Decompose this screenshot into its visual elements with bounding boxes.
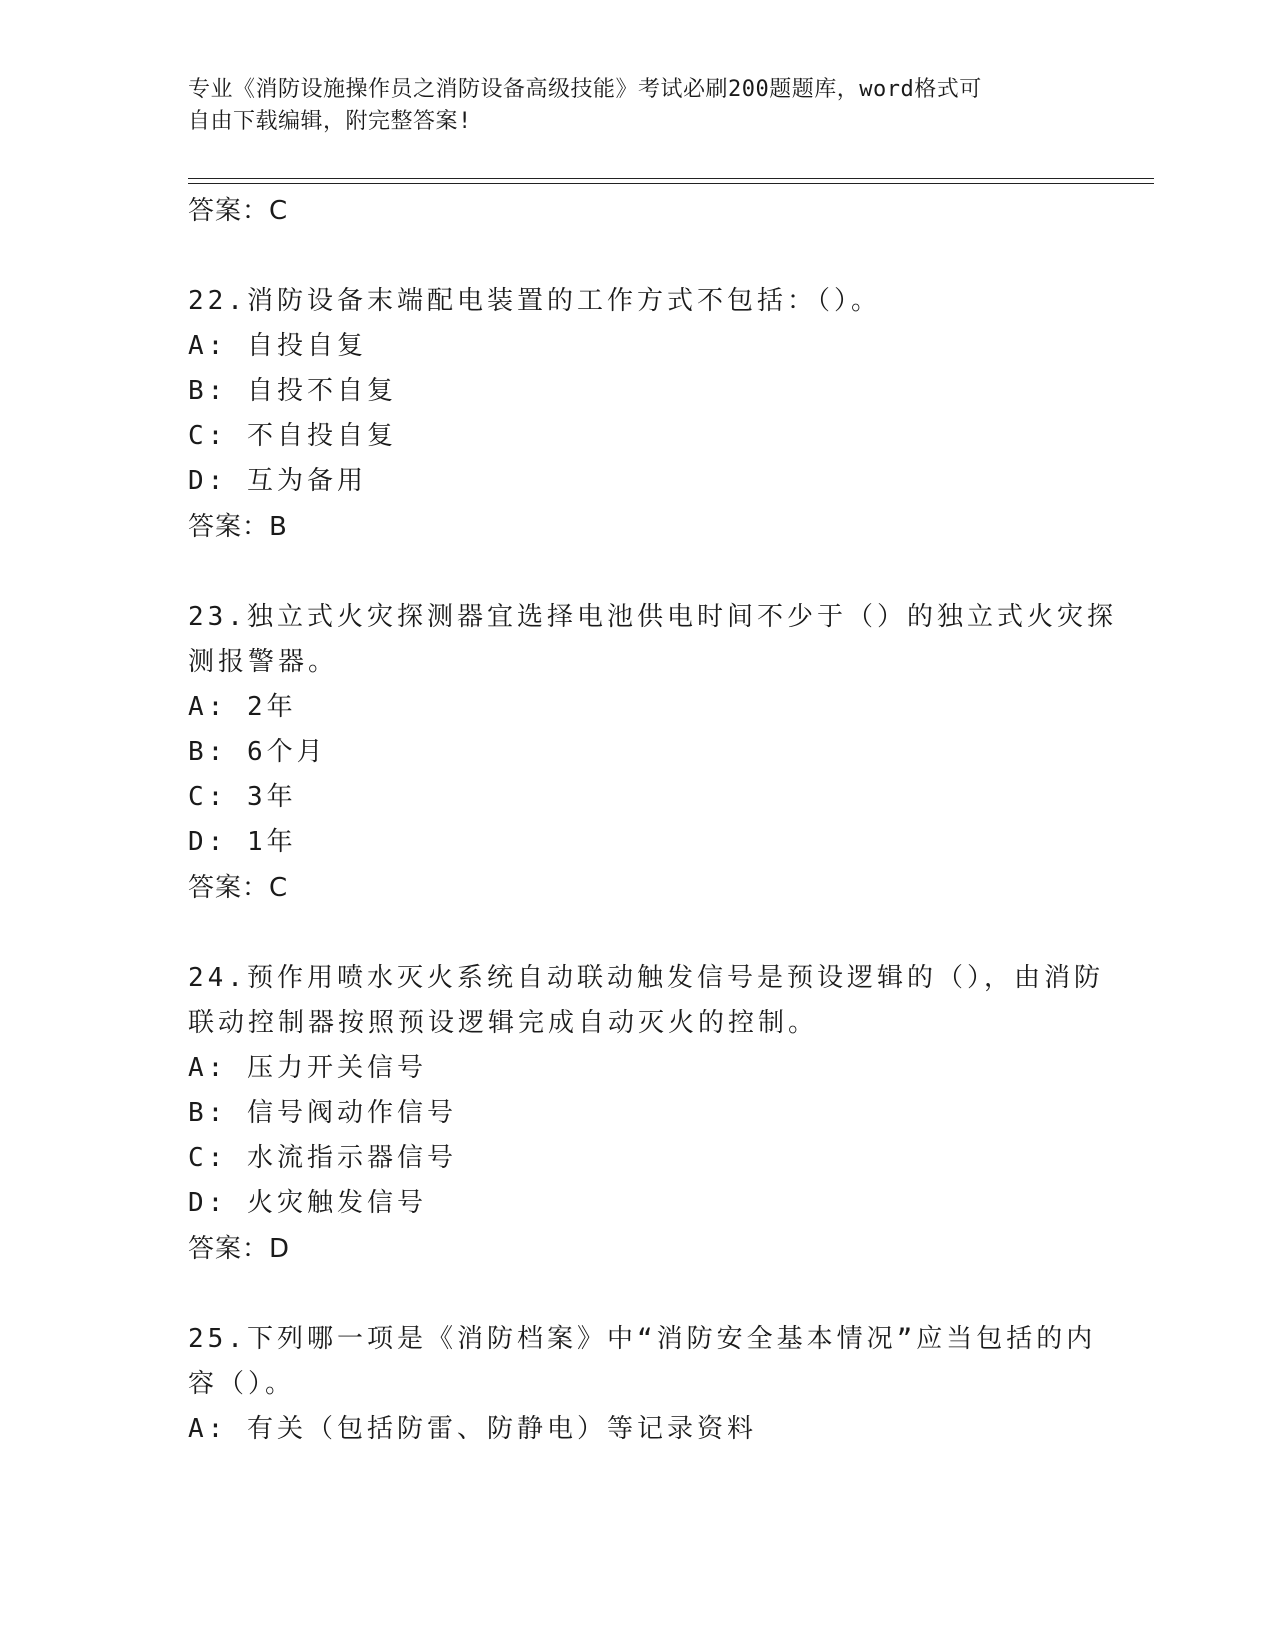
spacer <box>188 550 1088 595</box>
option-d: D: 互为备用 <box>188 466 367 496</box>
header-line-2: 自由下载编辑，附完整答案! <box>188 109 472 134</box>
question-23 <box>188 595 1117 911</box>
option-d: D: 火灾触发信号 <box>188 1188 427 1218</box>
question-text-line: 22.消防设备末端配电装置的工作方式不包括：（）。 <box>188 286 881 316</box>
option-a: A: 2年 <box>188 692 297 722</box>
option-a: A: 压力开关信号 <box>188 1053 427 1083</box>
question-text-line: 24.预作用喷水灭火系统自动联动触发信号是预设逻辑的（），由消防 <box>188 963 1104 993</box>
page-header <box>188 74 1068 138</box>
answer-line: 答案：C <box>188 873 289 903</box>
option-c: C: 不自投自复 <box>188 421 397 451</box>
question-text-line: 容（）。 <box>188 1369 296 1399</box>
question-text-line: 25.下列哪一项是《消防档案》中“消防安全基本情况”应当包括的内 <box>188 1324 1097 1354</box>
spacer <box>188 1272 1088 1317</box>
answer-line: 答案：D <box>188 1234 291 1264</box>
question-24 <box>188 956 1104 1272</box>
answer-line: 答案：C <box>188 196 289 226</box>
spacer <box>188 911 1088 956</box>
option-c: C: 水流指示器信号 <box>188 1143 457 1173</box>
question-text-line: 测报警器。 <box>188 647 339 677</box>
header-divider-top <box>188 178 1154 179</box>
option-c: C: 3年 <box>188 782 297 812</box>
option-b: B: 自投不自复 <box>188 376 397 406</box>
option-a: A: 有关（包括防雷、防静电）等记录资料 <box>188 1414 757 1444</box>
question-list <box>188 188 1117 1452</box>
spacer <box>188 234 1088 279</box>
option-b: B: 信号阀动作信号 <box>188 1098 457 1128</box>
option-b: B: 6个月 <box>188 737 327 767</box>
question-text <box>188 595 1117 685</box>
question-25 <box>188 1317 1097 1452</box>
question-text <box>188 279 1068 324</box>
header-line-1: 专业《消防设施操作员之消防设备高级技能》考试必刷200题题库，word格式可 <box>188 77 982 102</box>
header-divider-bottom <box>188 183 1154 184</box>
question-text <box>188 956 1104 1046</box>
option-a: A: 自投自复 <box>188 331 367 361</box>
question-text <box>188 1317 1097 1407</box>
question-text-line: 23.独立式火灾探测器宜选择电池供电时间不少于（）的独立式火灾探 <box>188 602 1117 632</box>
answer-line: 答案：B <box>188 512 288 542</box>
option-d: D: 1年 <box>188 827 297 857</box>
question-text-line: 联动控制器按照预设逻辑完成自动灭火的控制。 <box>188 1008 819 1038</box>
question-22 <box>188 279 1088 550</box>
